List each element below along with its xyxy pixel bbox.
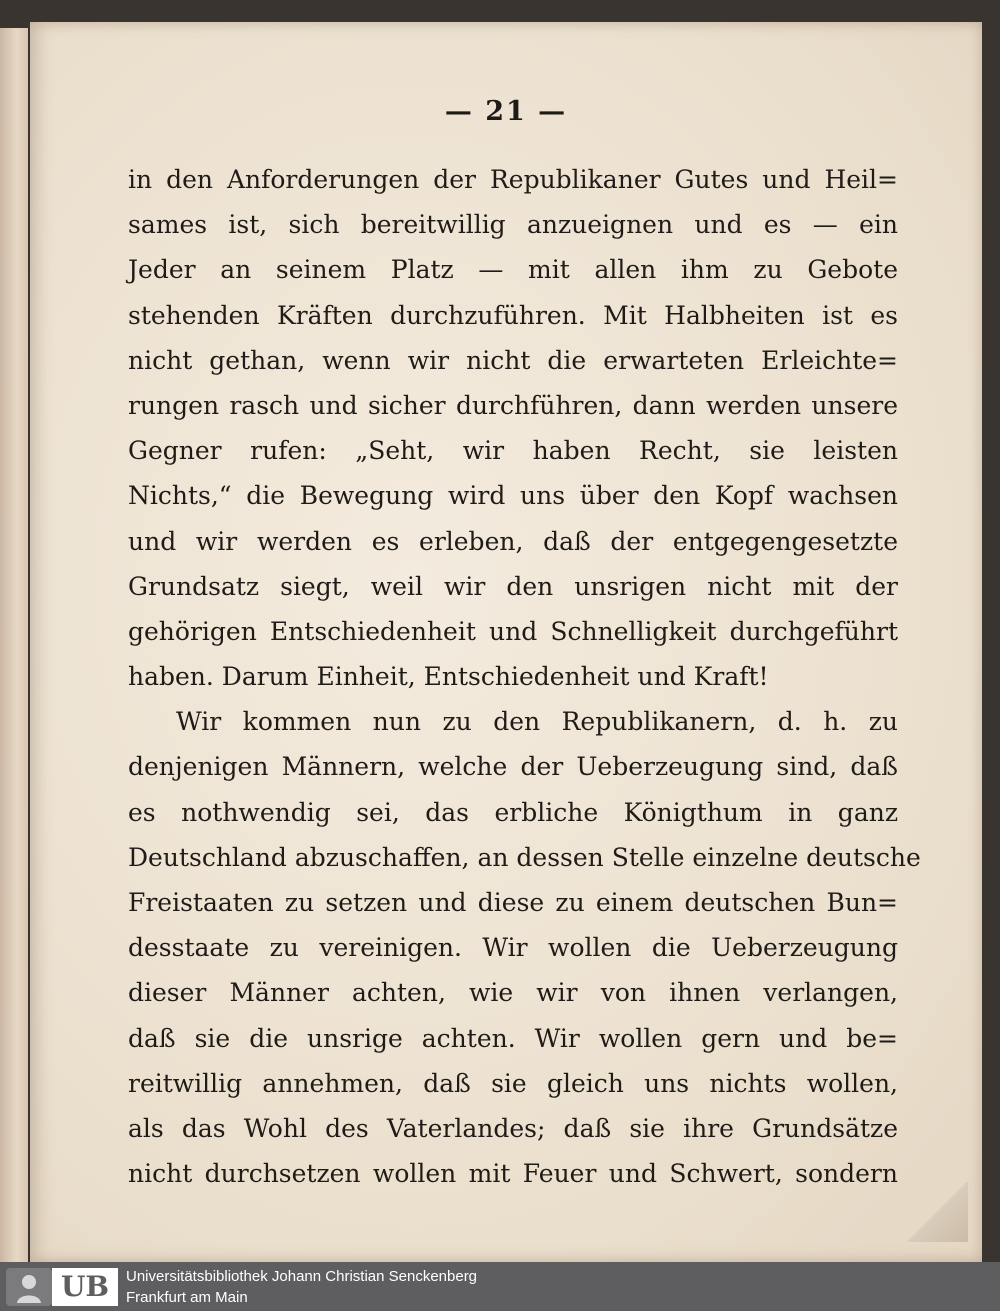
text-line: sames ist, sich bereitwillig anzueignen und es — ein [128,210,898,240]
text-line: daß sie die unsrige achten. Wir wollen gern und be= [128,1023,898,1053]
text-line: nicht gethan, wenn wir nicht die erwarteten Erleichte= [128,345,898,375]
text-line: dieser Männer achten, wie wir von ihnen verlangen, [128,978,898,1008]
portrait-icon [14,1271,44,1303]
text-line: denjenigen Männern, welche der Ueberzeugung sind, daß [128,752,898,782]
text-line: als das Wohl des Vaterlandes; daß sie ihre Grundsätze [128,1113,898,1143]
previous-page-edge [0,28,28,1262]
text-line: Gegner rufen: „Seht, wir haben Recht, sie leisten [128,436,898,466]
folded-page-corner [908,1182,968,1242]
book-page [30,22,982,1262]
text-line: nicht durchsetzen wollen mit Feuer und Schwert, sondern [128,1159,898,1189]
text-line: und wir werden es erleben, daß der entgegengesetzte [128,526,898,556]
library-footer [0,1262,1000,1311]
text-line: stehenden Kräften durchzuführen. Mit Halbheiten ist es [128,300,898,330]
text-line: rungen rasch und sicher durchführen, dann werden unsere [128,390,898,420]
text-line: es nothwendig sei, das erbliche Königthum in ganz [128,797,898,827]
text-line: desstaate zu vereinigen. Wir wollen die Ueberzeugung [128,933,898,963]
institution-location: Frankfurt am Main [126,1289,248,1306]
portrait-seal-icon [6,1268,52,1306]
text-line: haben. Darum Einheit, Entschiedenheit und Kraft! [128,662,769,692]
text-line: gehörigen Entschiedenheit und Schnelligkeit durchgeführt [128,616,898,646]
institution-name: Universitätsbibliothek Johann Christian Senckenberg [126,1268,478,1285]
text-line: in den Anforderungen der Republikaner Gutes und Heil= [128,165,898,194]
page-number: — 21 — [444,96,568,127]
body-text [128,157,921,1196]
text-line: Nichts,“ die Bewegung wird uns über den Kopf wachsen [128,481,898,511]
text-line: Jeder an seinem Platz — mit allen ihm zu Gebote [128,255,898,285]
ub-logo: UB [52,1268,118,1306]
text-line: Freistaaten zu setzen und diese zu einem deutschen Bun= [128,888,898,917]
text-line: Grundsatz siegt, weil wir den unsrigen nicht mit der [128,571,898,601]
text-line: Wir kommen nun zu den Republikanern, d. h. zu [176,707,898,737]
text-line: reitwillig annehmen, daß sie gleich uns nichts wollen, [128,1068,898,1098]
text-line: Deutschland abzuschaffen, an dessen Stelle einzelne deutsche [128,842,921,872]
